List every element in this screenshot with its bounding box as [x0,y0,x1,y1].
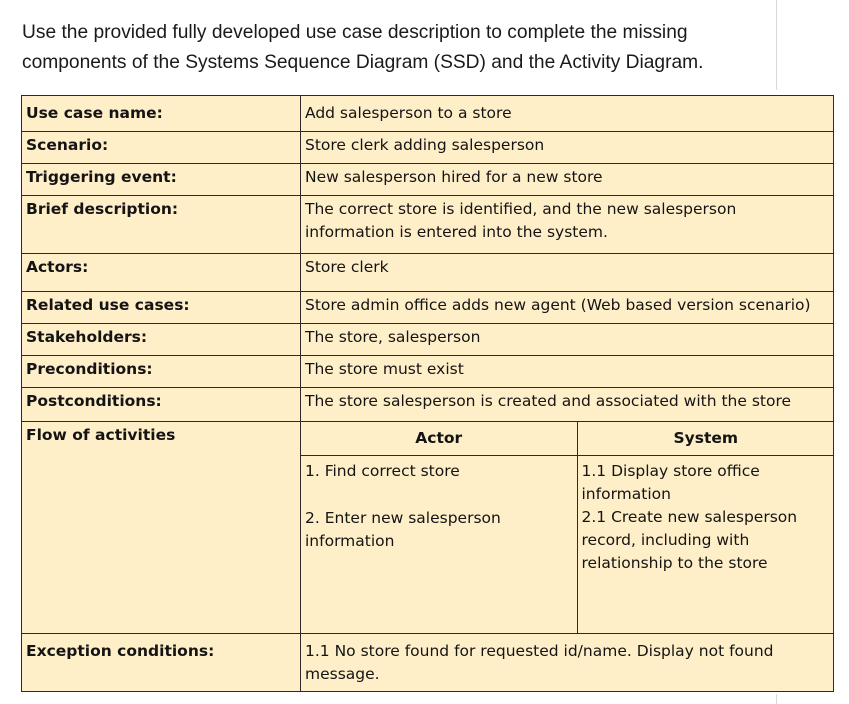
step-spacer [305,483,573,507]
system-step-1-1: 1.1 Display store office information [581,462,760,503]
postconditions-value: The store salesperson is created and associated with the store [301,388,834,422]
use-case-name-value: Add salesperson to a store [301,96,834,132]
flow-steps-row [301,456,834,634]
triggering-event-value: New salesperson hired for a new store [301,164,834,196]
flow-of-activities-label: Flow of activities [22,422,301,634]
triggering-event-label: Triggering event: [22,164,301,196]
page-margin-tick [776,694,777,704]
stakeholders-label: Stakeholders: [22,324,301,356]
use-case-name-label: Use case name: [22,96,301,132]
system-step-2-1: 2.1 Create new salesperson record, including with relationship to the store [581,508,798,572]
row-exception-conditions [22,634,834,692]
row-postconditions [22,388,834,422]
instructions-line-2: components of the Systems Sequence Diagram (SSD) and the Activity Diagram. [22,52,704,73]
use-case-description-table [21,95,834,692]
scenario-value: Store clerk adding salesperson [301,132,834,164]
preconditions-value: The store must exist [301,356,834,388]
related-use-cases-value: Store admin office adds new agent (Web based version scenario) [301,292,834,324]
flow-of-activities-cell [301,422,834,634]
row-actors [22,254,834,292]
preconditions-label: Preconditions: [22,356,301,388]
brief-description-label: Brief description: [22,196,301,254]
related-use-cases-label: Related use cases: [22,292,301,324]
exception-conditions-label: Exception conditions: [22,634,301,692]
postconditions-label: Postconditions: [22,388,301,422]
stakeholders-value: The store, salesperson [301,324,834,356]
system-steps [577,456,834,634]
instructions-line-1: Use the provided fully developed use case description to complete the missing [22,22,688,43]
flow-table [301,422,834,633]
actor-column-header: Actor [301,422,577,456]
actors-label: Actors: [22,254,301,292]
row-stakeholders [22,324,834,356]
brief-description-value: The correct store is identified, and the new salesperson information is entered into the system. [301,196,834,254]
actor-steps [301,456,577,634]
row-preconditions [22,356,834,388]
scenario-label: Scenario: [22,132,301,164]
flow-header-row [301,422,834,456]
instructions-text [22,18,762,78]
exception-conditions-value: 1.1 No store found for requested id/name. Display not found message. [301,634,834,692]
row-use-case-name [22,96,834,132]
actor-step-2: 2. Enter new salesperson information [305,509,501,550]
row-triggering-event [22,164,834,196]
actors-value: Store clerk [301,254,834,292]
actor-step-1: 1. Find correct store [305,462,460,480]
row-flow-of-activities [22,422,834,634]
system-column-header: System [577,422,834,456]
row-related-use-cases [22,292,834,324]
row-scenario [22,132,834,164]
row-brief-description [22,196,834,254]
page-margin-rule [776,0,777,90]
